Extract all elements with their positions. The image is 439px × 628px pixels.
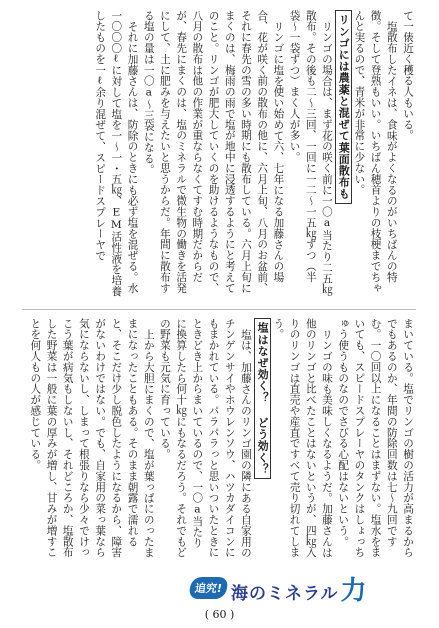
paragraph: 塩散布したイネは、食味がよくなるのがいちばんの特徴。そして登熟もいい。いちばん穂首よりの枝梗までちゃんと実るので、青米が非常に少ない。 bbox=[353, 10, 398, 294]
paragraph: それに加藤さんは、防除のときにも必ず塩を混ぜる。水一〇〇〇ℓに対して塩を一〜一・五㎏、EM活性液を培養したものを一ℓ余り混ぜて、スピードスプレーヤで bbox=[94, 10, 139, 297]
page-number: ( 60 ) bbox=[204, 608, 235, 621]
section-divider bbox=[22, 309, 416, 310]
paragraph: まいている。塩でリンゴの樹の活力が高まるからでもあるのか、年間の防除回数は七〜九回ですむ。一〇回以上になることはまずない。塩水をまいても、スピードスプレーヤのタンクはしょっちゅう使うものなのでさびる心配はないという。 bbox=[337, 318, 414, 558]
logo-badge: 追究! bbox=[188, 577, 229, 599]
paragraph: リンゴの場合は、まず花の咲く前に一〇a当たり二五㎏散布。その後も二〜三回、一回に一二〜一五㎏ずつ（半袋〜一袋ずつ）まく人が多い。 bbox=[288, 10, 333, 295]
paragraph: リンゴの味も美味しくなるようだ。加藤さんは他のリンゴと比べたことはないというが、四㎏入りのリンゴは直売や産直ですべて売り切れてしまう。 bbox=[272, 318, 333, 558]
logo-title-big: 力 bbox=[340, 575, 368, 606]
logo-title-text: 海のミネラル bbox=[231, 583, 339, 604]
section-heading-why-salt: 塩はなぜ効く？ どう効く？ bbox=[254, 318, 271, 479]
section-heading-apple: リンゴには農薬と混ぜて葉面散布も bbox=[335, 10, 352, 204]
paragraph: て一俵近く穫る人もいる。 bbox=[402, 10, 414, 141]
paragraph: リンゴに塩を使い始めて六、七年になる加藤さんの場合、花が咲く前の散布の他に、六月上旬、八月のお盆前、それに春先の雪の多い時期にも散布している。六月上旬にまくのは、梅雨の雨で塩が地中に浸透するようにと考えてのこと。リンゴが肥大していくのを助けるようなもので、八月の散布は他の作業が重ならなくてすむ時期だからだが、春先にまくのは、塩のミネラルで微生物の働きを活発にして、土に肥みを与えたいと思うからだ。年間に散布する塩の量は一〇a〜三袋になる。 bbox=[142, 10, 285, 294]
series-logo bbox=[190, 574, 368, 606]
logo-title bbox=[231, 570, 368, 607]
paragraph: 塩は、加藤さんのリンゴ園の隣にある自家用のチンゲンサイやホウレンソウ、ハツカダイコンにもまかれている。パラパラっと思いついたときにときどき上からまいているので、一〇a当たりに換算したら何十㎏にもなるだろう。それでもどの野菜も元気に育っている。 bbox=[158, 318, 252, 558]
top-text-block bbox=[22, 10, 416, 300]
bottom-text-block bbox=[22, 318, 416, 558]
paragraph: 上から大胆にまくので、塩が葉っぱにのったままになったこともある。そのまま朝露で濡れると、そこだけ少し脱色したようになるから、障害がないわけではない。でも、自家用の菜っ葉なら気にならないし、しまって根張りなら少々でけっこう葉が病気もしないし、それどころか、塩散布した野菜は一般に葉の厚みが増し、甘みが増すことを何人もの人が感じている。 bbox=[29, 318, 155, 558]
